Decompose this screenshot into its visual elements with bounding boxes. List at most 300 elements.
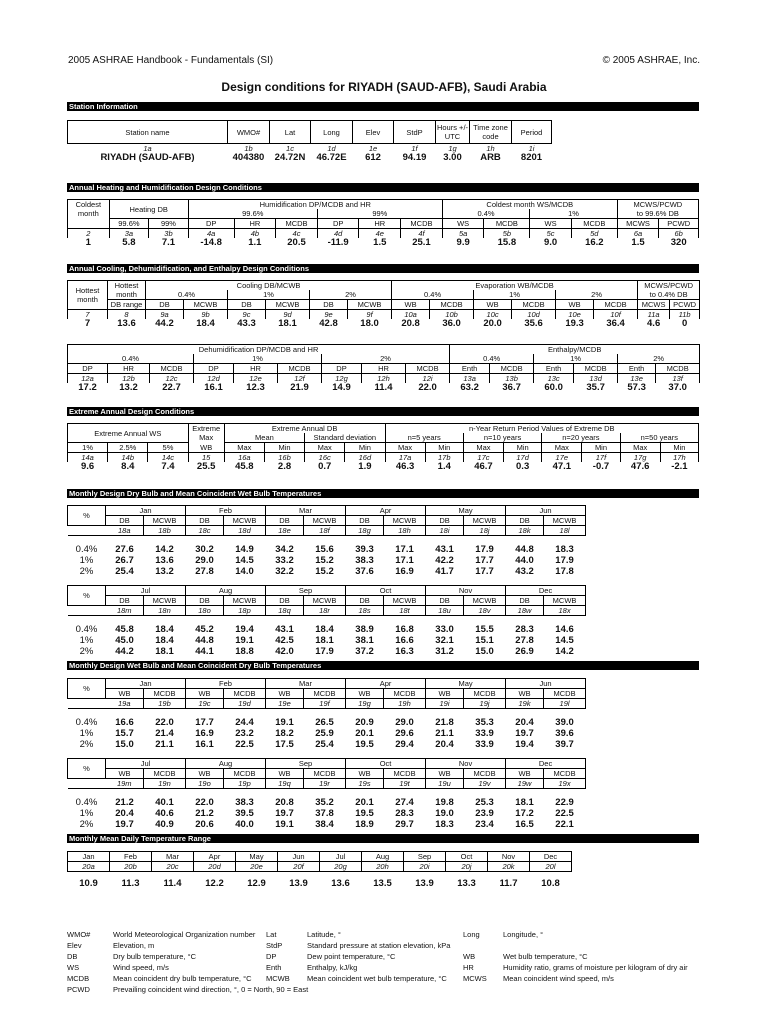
monthly-value-cell: 22.9 [555, 797, 574, 808]
monthly-subheader: WB [266, 769, 304, 779]
monthly-value-cell: 17.7 [195, 717, 214, 728]
h-ws-1: 1% [530, 209, 617, 219]
range-id-cell: 20b [110, 862, 152, 872]
heating-id-cell: 4e [359, 229, 401, 239]
legend-abbr: Long [463, 930, 480, 939]
monthly-value-cell: 38.1 [355, 635, 374, 646]
page-title: Design conditions for RIYADH (SAUD-AFB), Saudi Arabia [221, 80, 547, 94]
cooling-id-cell: 10e [556, 310, 594, 320]
dehum-value-cell: 36.7 [502, 383, 521, 392]
heating-subheader: WS [442, 219, 484, 229]
monthly-id-cell: 18w [506, 606, 544, 616]
percentile-label: 2% [79, 739, 94, 750]
monthly-value-cell: 40.6 [155, 808, 174, 819]
legend-desc: Mean coincident dry bulb temperature, °C [113, 974, 252, 983]
cooling-subheader: MCWB [184, 300, 228, 310]
section-station-info: Station Information [67, 102, 699, 111]
monthly-value-cell: 19.1 [235, 635, 254, 646]
monthly-value-cell: 16.9 [395, 566, 414, 577]
monthly-value-cell: 35.2 [315, 797, 334, 808]
monthly-subheader: MCWB [544, 516, 586, 526]
monthly-id-cell: 19x [544, 779, 586, 789]
monthly-id-cell: 19o [186, 779, 224, 789]
legend-desc: World Meteorological Organization number [113, 930, 256, 939]
extreme-subheader: Max [542, 443, 582, 453]
h-n50: n=50 years [620, 433, 698, 443]
dehum-value-cell: 60.0 [544, 383, 563, 392]
monthly-value-cell: 26.7 [115, 555, 134, 566]
dehum-subheader: Enth [534, 364, 574, 374]
extreme-subheader: 2.5% [108, 443, 148, 453]
extreme-subheader: Min [345, 443, 385, 453]
month-header: Jul [106, 586, 186, 596]
monthly-subheader: MCWB [144, 596, 186, 606]
monthly-value-cell: 38.4 [315, 819, 334, 830]
h-coldest-month: Coldest month [68, 200, 110, 219]
monthly-value-cell: 43.1 [275, 624, 294, 635]
monthly-value-cell: 16.1 [195, 739, 214, 750]
monthly-value-cell: 38.9 [355, 624, 374, 635]
monthly-value-cell: 18.9 [355, 819, 374, 830]
monthly-value-cell: 19.7 [275, 808, 294, 819]
legend-desc: Humidity ratio, grams of moisture per kilogram of dry air [503, 963, 688, 972]
monthly-value-cell: 22.5 [235, 739, 254, 750]
heating-subheader: HR [359, 219, 401, 229]
month-header: Oct [346, 759, 426, 769]
month-header: Jan [106, 679, 186, 689]
dehum-value-cell: 35.7 [586, 383, 605, 392]
heating-id-cell: 3a [109, 229, 149, 239]
monthly-id-cell: 18n [144, 606, 186, 616]
dehum-id-cell: 12d [194, 374, 234, 384]
monthly-id-cell: 19t [384, 779, 426, 789]
dehum-subheader: DP [322, 364, 362, 374]
dehum-subheader: HR [108, 364, 150, 374]
legend-desc: Dew point temperature, °C [307, 952, 396, 961]
spacer-cell [68, 219, 110, 229]
month-header: Aug [186, 586, 266, 596]
range-id-cell: 20f [278, 862, 320, 872]
cooling-value-cell: 44.2 [155, 319, 174, 328]
extreme-subheader: 1% [68, 443, 108, 453]
monthly-id-cell: 18r [304, 606, 346, 616]
legend-desc: Standard pressure at station elevation, kPa [307, 941, 451, 950]
dehum-value-cell: 13.2 [119, 383, 138, 392]
table-row [68, 808, 586, 819]
heating-subheader: MCDB [401, 219, 443, 229]
heating-id-cell: 5a [442, 229, 484, 239]
monthly-subheader: MCDB [304, 769, 346, 779]
range-id-cell: 20l [530, 862, 572, 872]
range-value-cell: 13.9 [415, 878, 434, 889]
extreme-value-cell: 2.8 [277, 462, 292, 471]
monthly-value-cell: 23.9 [475, 808, 494, 819]
table-row [68, 624, 586, 635]
extreme-id-cell: 17f [582, 453, 620, 463]
month-header: Aug [186, 759, 266, 769]
extreme-subheader: Min [582, 443, 620, 453]
monthly-value-cell: 39.3 [355, 544, 374, 555]
legend-row [67, 973, 707, 984]
station-id-cell: 1i [528, 144, 535, 153]
range-value-cell: 13.3 [457, 878, 476, 889]
range-id-cell: 20i [404, 862, 446, 872]
monthly-value-cell: 28.3 [395, 808, 414, 819]
monthly-subheader: MCDB [144, 689, 186, 699]
monthly-value-cell: 17.8 [555, 566, 574, 577]
monthly-subheader: WB [346, 689, 384, 699]
dehum-subheader: MCDB [150, 364, 194, 374]
monthly-value-cell: 21.8 [435, 717, 454, 728]
monthly-value-cell: 44.1 [195, 646, 214, 657]
dehum-value-cell: 63.2 [460, 383, 479, 392]
month-header: Aug [362, 852, 404, 862]
monthly-value-cell: 16.6 [115, 717, 134, 728]
cooling-value-cell: 36.0 [442, 319, 461, 328]
percent-header: % [68, 506, 106, 526]
month-header: Nov [488, 852, 530, 862]
cooling-subheader: MCDB [594, 300, 638, 310]
monthly-subheader: WB [186, 769, 224, 779]
percentile-label: 2% [79, 646, 94, 657]
heating-id-cell: 4a [188, 229, 234, 239]
monthly-value-cell: 17.1 [395, 555, 414, 566]
station-id-cell: 1d [327, 144, 336, 153]
dehum-subheader: MCDB [656, 364, 700, 374]
monthly-value-cell: 17.1 [395, 544, 414, 555]
cooling-subheader: DB [146, 300, 184, 310]
dehum-value-cell: 14.9 [332, 383, 351, 392]
monthly-subheader: MCWB [304, 596, 346, 606]
monthly-id-cell: 19j [464, 699, 506, 709]
month-header: May [426, 679, 506, 689]
monthly-id-cell: 19e [266, 699, 304, 709]
station-value-cell: 24.72N [274, 153, 306, 162]
cooling-subheader: WB [392, 300, 430, 310]
col-station-name: Station name [68, 121, 228, 144]
monthly-id-cell: 19l [544, 699, 586, 709]
monthly-value-cell: 14.5 [235, 555, 254, 566]
month-header: Jun [278, 852, 320, 862]
month-header: Dec [530, 852, 572, 862]
legend-desc: Elevation, m [113, 941, 155, 950]
extreme-id-cell: 14a [68, 453, 108, 463]
monthly-value-cell: 42.0 [275, 646, 294, 657]
monthly-value-cell: 37.6 [355, 566, 374, 577]
heating-subheader: 99% [149, 219, 189, 229]
monthly-value-cell: 38.3 [235, 797, 254, 808]
cooling-subheader: MCDB [430, 300, 474, 310]
extreme-id-cell: 17d [504, 453, 542, 463]
table-row [68, 797, 586, 808]
extreme-wb-subheader: WB [188, 443, 224, 453]
monthly-value-cell: 14.9 [235, 544, 254, 555]
table-row [68, 544, 586, 555]
dehum-id-cell: 12e [234, 374, 278, 384]
extreme-subheader: 5% [148, 443, 188, 453]
cooling-id-cell: 10d [512, 310, 556, 320]
range-id-cell: 20h [362, 862, 404, 872]
cooling-value-cell: 35.6 [524, 319, 543, 328]
station-id-cell: 1a [143, 144, 152, 153]
monthly-value-cell: 15.2 [315, 566, 334, 577]
monthly-value-cell: 14.0 [235, 566, 254, 577]
range-id-cell: 20a [68, 862, 110, 872]
h-std-dev: Standard deviation [305, 433, 385, 443]
heating-value-cell: 16.2 [585, 238, 604, 247]
station-value-cell: ARB [480, 153, 501, 162]
monthly-subheader: MCWB [384, 516, 426, 526]
range-value-cell: 10.9 [79, 878, 98, 889]
extreme-id-cell: 16d [345, 453, 385, 463]
monthly-value-cell: 16.5 [515, 819, 534, 830]
legend-abbr: Enth [266, 963, 282, 972]
month-header: Dec [506, 759, 586, 769]
monthly-id-cell: 19r [304, 779, 346, 789]
range-value-cell: 13.9 [289, 878, 308, 889]
dehum-value-cell: 12.3 [246, 383, 265, 392]
monthly-value-cell: 14.2 [555, 646, 574, 657]
monthly-value-cell: 27.8 [515, 635, 534, 646]
monthly-id-cell: 18i [426, 526, 464, 536]
percentile-label: 1% [79, 728, 94, 739]
dehum-subheader: MCDB [490, 364, 534, 374]
heating-subheader: DP [188, 219, 234, 229]
h-hum-996: 99.6% [188, 209, 317, 219]
section-monthly-db: Monthly Design Dry Bulb and Mean Coincident Wet Bulb Temperatures [67, 489, 699, 498]
heating-id-cell: 3b [149, 229, 189, 239]
col-long: Long [311, 121, 353, 144]
legend-abbr: MCWB [266, 974, 290, 983]
spacer-cell [68, 606, 106, 616]
monthly-id-cell: 18h [384, 526, 426, 536]
monthly-value-cell: 41.7 [435, 566, 454, 577]
monthly-id-cell: 18j [464, 526, 506, 536]
month-header: Jun [506, 506, 586, 516]
monthly-id-cell: 18d [224, 526, 266, 536]
monthly-id-cell: 19n [144, 779, 186, 789]
monthly-value-cell: 33.0 [435, 624, 454, 635]
monthly-value-cell: 25.3 [475, 797, 494, 808]
extreme-value-cell: 1.9 [358, 462, 372, 471]
dehum-value-cell: 11.4 [374, 383, 393, 392]
monthly-value-cell: 15.0 [475, 646, 494, 657]
monthly-value-cell: 18.4 [155, 624, 174, 635]
heating-value-cell: 1.5 [373, 238, 387, 247]
monthly-value-cell: 14.2 [155, 544, 174, 555]
monthly-subheader: MCWB [304, 516, 346, 526]
h-evaporation: Evaporation WB/MCDB [392, 281, 638, 291]
extreme-value-cell: 0.3 [516, 462, 530, 471]
station-value-cell: 404380 [232, 153, 265, 162]
monthly-subheader: DB [346, 596, 384, 606]
monthly-value-cell: 33.2 [275, 555, 294, 566]
cooling-subheader: MCWS [638, 300, 670, 310]
month-header: Mar [266, 506, 346, 516]
legend-desc: Prevailing coincident wind direction, °, 0 = North, 90 = East [113, 985, 309, 994]
h-n20: n=20 years [542, 433, 620, 443]
section-temp-range: Monthly Mean Daily Temperature Range [67, 834, 699, 843]
monthly-subheader: DB [266, 596, 304, 606]
legend-desc: Mean coincident wet bulb temperature, °C [307, 974, 447, 983]
monthly-id-cell: 19f [304, 699, 346, 709]
heating-value-cell: 1 [85, 238, 91, 247]
percentile-label: 0.4% [75, 797, 98, 808]
legend-abbr: Lat [266, 930, 277, 939]
station-id-cell: 1g [448, 144, 457, 153]
extreme-subheader: Max [463, 443, 503, 453]
legend-abbr: MCWS [463, 974, 487, 983]
h-evap-2: 2% [556, 290, 638, 300]
h-evap-04: 0.4% [392, 290, 474, 300]
monthly-value-cell: 29.6 [395, 728, 414, 739]
legend-abbr: Elev [67, 941, 82, 950]
cooling-id-cell: 10b [430, 310, 474, 320]
dehum-id-cell: 13a [450, 374, 490, 384]
extreme-value-cell: 8.4 [121, 462, 135, 471]
mdb-block-table [67, 505, 586, 577]
dehum-subheader: Enth [450, 364, 490, 374]
monthly-id-cell: 18t [384, 606, 426, 616]
dehum-subheader: DP [68, 364, 108, 374]
cooling-value-cell: 19.3 [565, 319, 584, 328]
h-n5: n=5 years [385, 433, 463, 443]
section-monthly-wb: Monthly Design Wet Bulb and Mean Coincident Dry Bulb Temperatures [67, 661, 699, 670]
h-extreme-wb-2: Max [188, 433, 224, 443]
extreme-value-cell: 46.3 [395, 462, 415, 471]
month-header: Oct [346, 586, 426, 596]
heating-subheader: MCDB [276, 219, 318, 229]
monthly-value-cell: 28.3 [515, 624, 534, 635]
extreme-value-cell: 45.8 [235, 462, 254, 471]
monthly-subheader: MCWB [544, 596, 586, 606]
monthly-id-cell: 19m [106, 779, 144, 789]
monthly-subheader: MCWB [464, 516, 506, 526]
monthly-subheader: DB [186, 516, 224, 526]
monthly-id-cell: 19p [224, 779, 266, 789]
legend-abbr: PCWD [67, 985, 90, 994]
monthly-value-cell: 44.8 [195, 635, 214, 646]
h-dehumidification: Dehumidification DP/MCDB and HR [68, 345, 450, 355]
col-wmo: WMO# [228, 121, 270, 144]
monthly-value-cell: 29.0 [395, 717, 414, 728]
cooling-value-cell: 18.4 [196, 319, 215, 328]
table-row [68, 635, 586, 646]
monthly-subheader: MCDB [224, 689, 266, 699]
h-mcws-to-cool: to 0.4% DB [638, 290, 700, 300]
monthly-value-cell: 44.2 [115, 646, 134, 657]
extreme-subheader: Min [425, 443, 463, 453]
monthly-value-cell: 40.0 [235, 819, 254, 830]
heating-value-cell: 1.5 [631, 238, 645, 247]
section-extreme: Extreme Annual Design Conditions [67, 407, 699, 416]
monthly-value-cell: 16.6 [395, 635, 414, 646]
h-extreme-db: Extreme Annual DB [224, 424, 385, 434]
heating-id-cell: 2 [68, 229, 110, 239]
month-header: Apr [194, 852, 236, 862]
monthly-id-cell: 19q [266, 779, 304, 789]
heating-subheader: MCDB [484, 219, 530, 229]
monthly-value-cell: 21.2 [115, 797, 134, 808]
monthly-subheader: MCDB [544, 689, 586, 699]
station-id-cell: 1c [286, 144, 294, 153]
heating-value-cell: 9.9 [456, 238, 470, 247]
month-header: May [236, 852, 278, 862]
extreme-id-cell: 17g [620, 453, 660, 463]
monthly-value-cell: 15.2 [315, 555, 334, 566]
monthly-value-cell: 40.1 [155, 797, 174, 808]
percentile-label: 0.4% [75, 624, 98, 635]
cooling-value-cell: 20.8 [401, 319, 420, 328]
monthly-id-cell: 18c [186, 526, 224, 536]
extreme-table [67, 423, 699, 471]
legend [67, 929, 707, 995]
h-range-1: Hottest [108, 281, 146, 291]
monthly-subheader: MCDB [384, 769, 426, 779]
cooling-value-cell: 36.4 [606, 319, 625, 328]
extreme-id-cell: 16b [264, 453, 304, 463]
table-row [68, 646, 586, 657]
legend-row [67, 929, 707, 940]
h-evap-1: 1% [474, 290, 556, 300]
range-value-cell: 11.4 [163, 878, 182, 889]
monthly-subheader: WB [426, 769, 464, 779]
section-heating: Annual Heating and Humidification Design Conditions [67, 183, 699, 192]
legend-desc: Wet bulb temperature, °C [503, 952, 588, 961]
cooling-subheader: WB [474, 300, 512, 310]
legend-desc: Mean coincident wind speed, m/s [503, 974, 614, 983]
station-value-cell: 94.19 [402, 153, 427, 162]
monthly-value-cell: 43.1 [435, 544, 454, 555]
monthly-value-cell: 40.9 [155, 819, 174, 830]
monthly-value-cell: 18.1 [515, 797, 534, 808]
h-n10: n=10 years [463, 433, 541, 443]
monthly-value-cell: 18.3 [435, 819, 454, 830]
monthly-value-cell: 17.9 [555, 555, 574, 566]
cooling-id-cell: 7 [68, 310, 108, 320]
h-coldest-ws: Coldest month WS/MCDB [442, 200, 617, 210]
monthly-id-cell: 18m [106, 606, 144, 616]
heating-id-cell: 4d [317, 229, 359, 239]
col-period: Period [512, 121, 552, 144]
dehum-value-cell: 22.0 [418, 383, 437, 392]
monthly-value-cell: 19.4 [235, 624, 254, 635]
monthly-value-cell: 25.4 [315, 739, 334, 750]
range-value-cell: 11.3 [121, 878, 140, 889]
extreme-value-cell: 1.4 [437, 462, 451, 471]
extreme-value-cell: 7.4 [161, 462, 175, 471]
heating-value-cell: 20.5 [287, 238, 306, 247]
extreme-subheader: Min [660, 443, 698, 453]
legend-abbr: HR [463, 963, 474, 972]
monthly-id-cell: 18l [544, 526, 586, 536]
monthly-value-cell: 20.1 [355, 728, 374, 739]
monthly-value-cell: 20.1 [355, 797, 374, 808]
cooling-id-cell: 11b [670, 310, 700, 320]
legend-row [67, 940, 707, 951]
monthly-value-cell: 22.0 [195, 797, 214, 808]
monthly-value-cell: 16.8 [395, 624, 414, 635]
monthly-id-cell: 18a [106, 526, 144, 536]
monthly-value-cell: 17.9 [315, 646, 334, 657]
monthly-subheader: WB [426, 689, 464, 699]
dehum-id-cell: 12i [406, 374, 450, 384]
range-id-cell: 20k [488, 862, 530, 872]
station-value-cell: 612 [365, 153, 381, 162]
heating-subheader: WS [530, 219, 572, 229]
monthly-subheader: DB [186, 596, 224, 606]
monthly-id-cell: 18e [266, 526, 304, 536]
